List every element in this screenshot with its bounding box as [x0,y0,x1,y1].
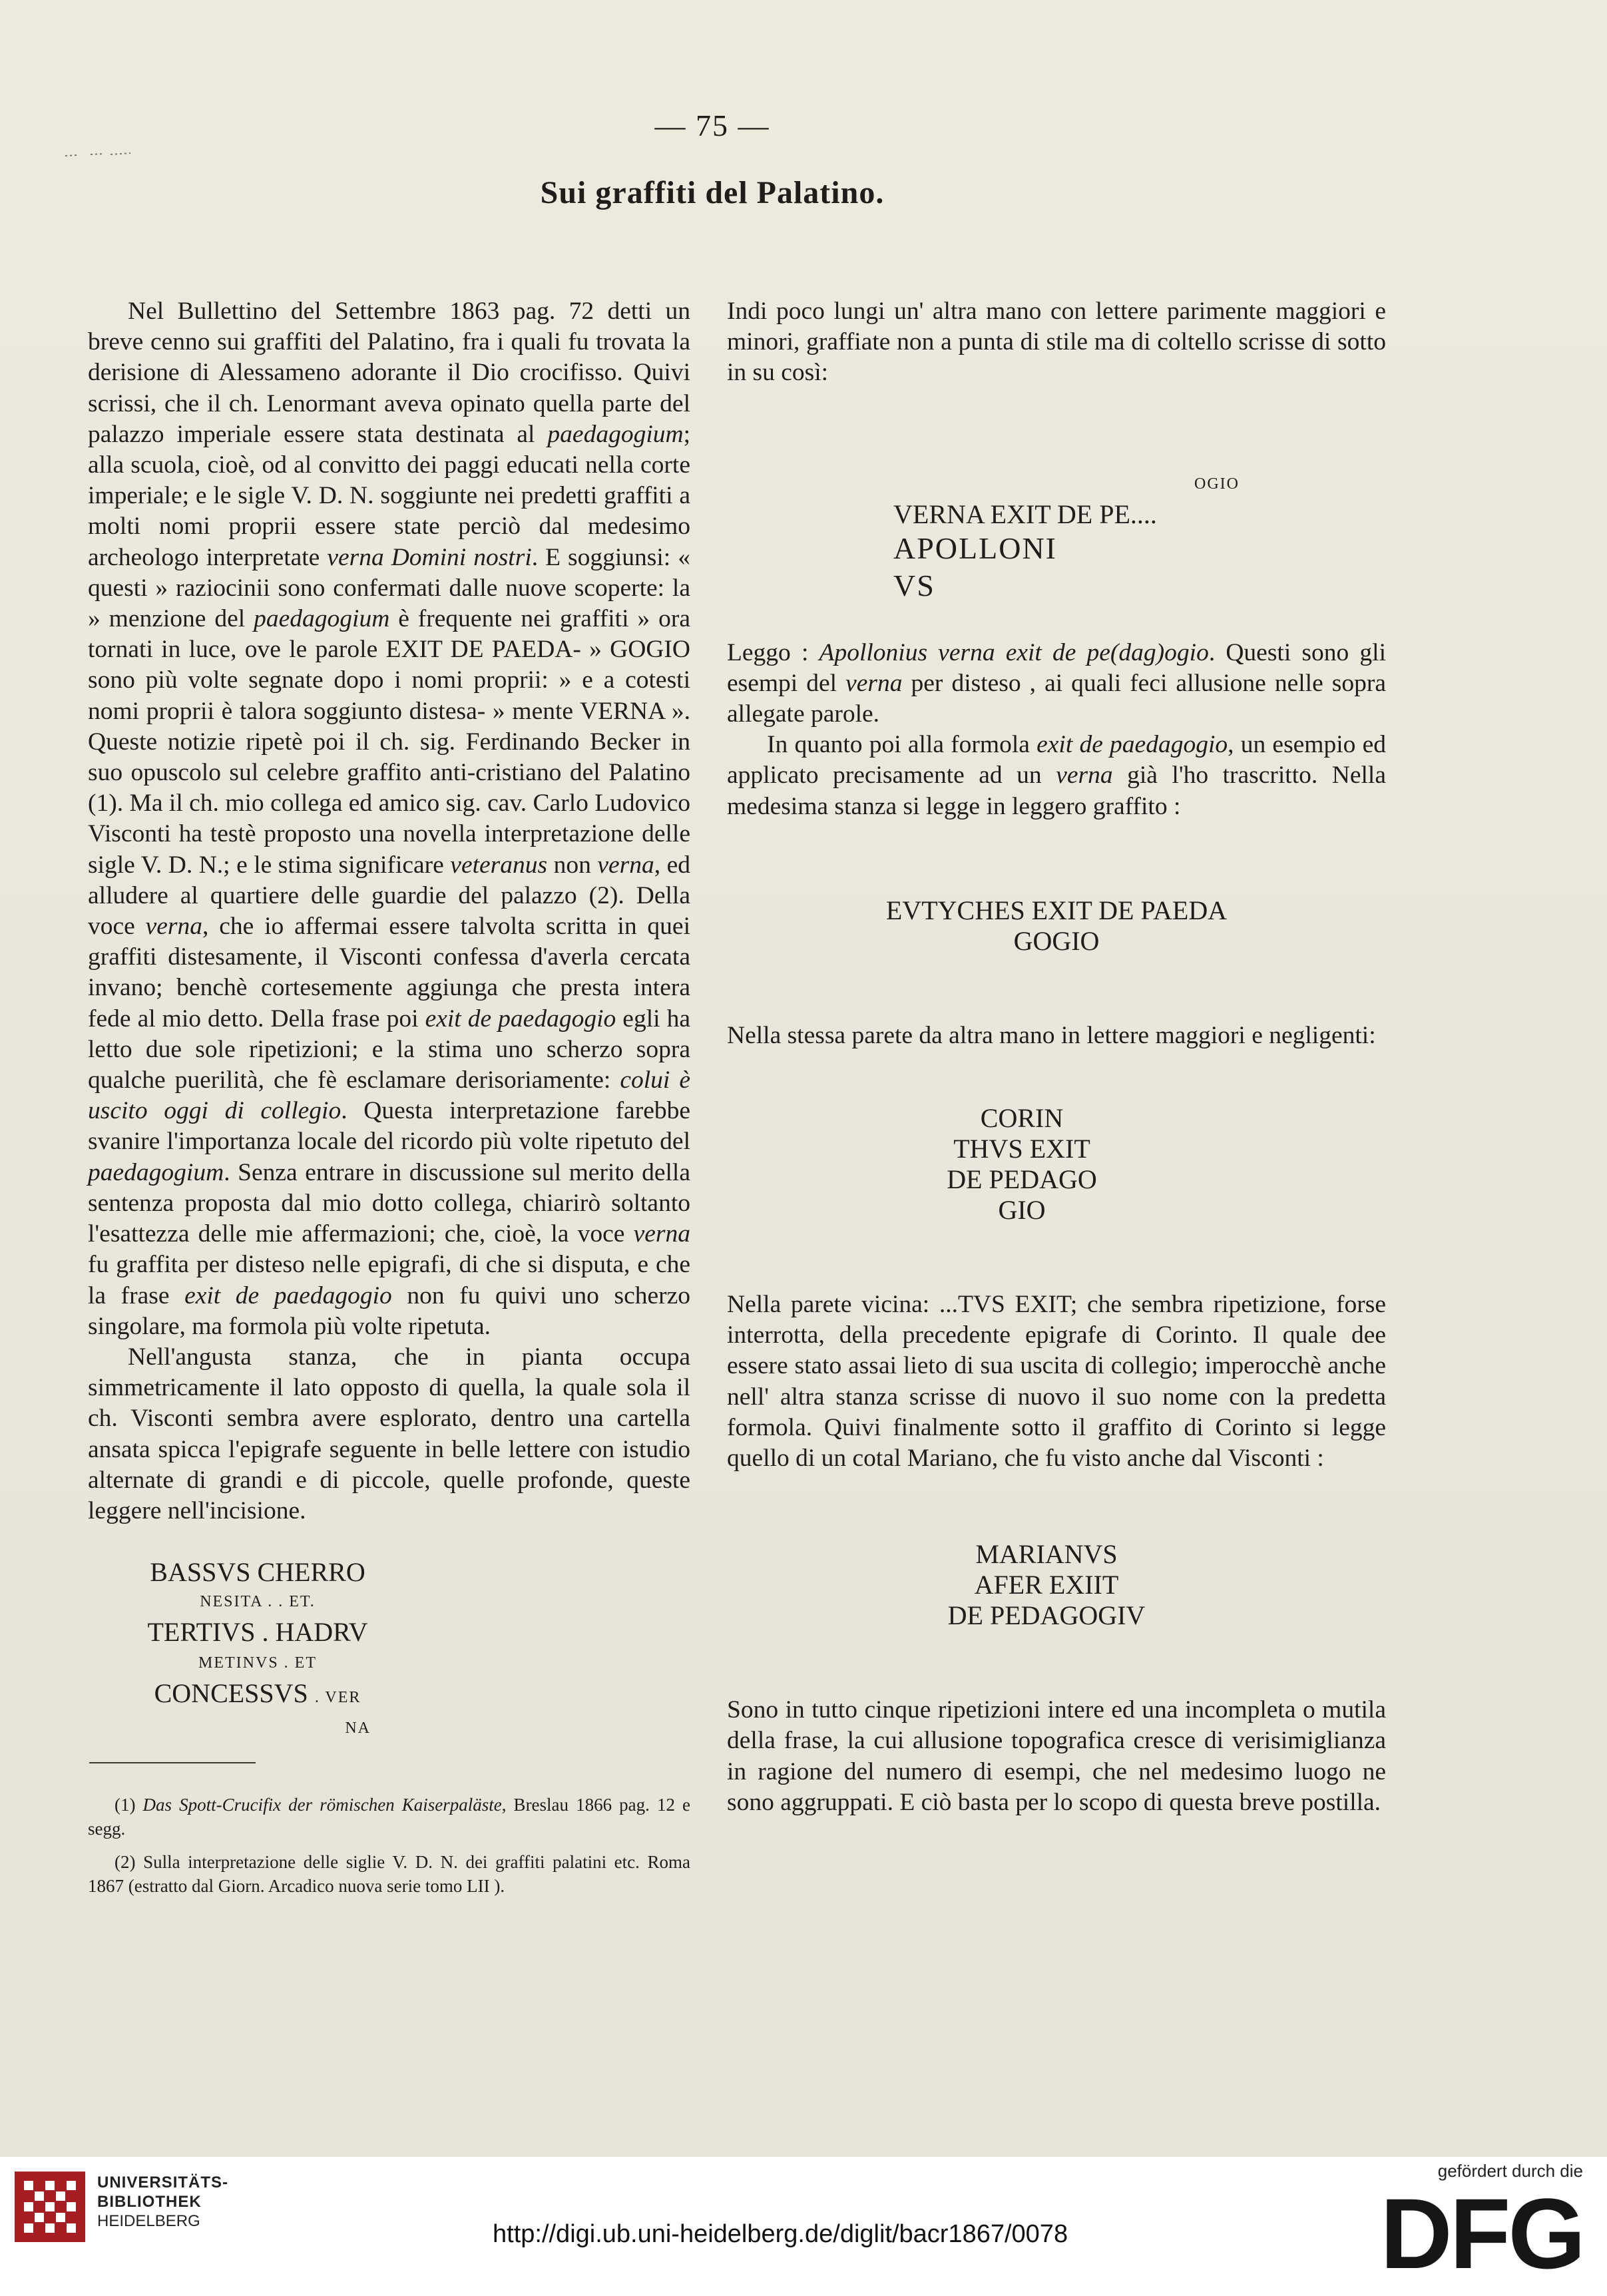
inscription-line: DE PEDAGOGIV [947,1600,1146,1631]
inscription-line: DE PEDAGO [947,1164,1097,1195]
inscription-line [88,1678,427,1713]
inscription-line: TERTIVS . HADRV [147,1617,368,1648]
text-run: già l'ho trascritto. Nella medesima stanza si legge in leggero graffito : [727,762,1386,820]
dfg-logo[interactable]: DFG [1380,2178,1583,2289]
right-paragraph-2 [727,638,1386,730]
library-name-line: BIBLIOTHEK [97,2193,202,2211]
footnote-1-title: Das Spott-Crucifix der römischen Kaiserpaläste [142,1795,502,1815]
library-logo[interactable] [15,2172,85,2242]
text-run: . Questi sono gli esempi del [727,638,1386,697]
text-run: non fu quivi uno scherzo singolare, ma formola più volte ripetuta. [88,1281,691,1340]
text-run: Nel Bullettino del Settembre 1863 pag. 72 detti un breve cenno sui graffiti del Palatino, fra i quali fu trovata la derisione di Alessameno adorante il Dio crocifisso. Quivi scrissi, che il ch. Lenormant aveva opinato quella parte del palazzo imperiale essere stata destinata al [88,298,690,448]
italic-text-run: paedagogium [88,1158,224,1186]
italic-text-run: verna Domini nostri [327,543,532,571]
inscription-line: BASSVS CHERRO [150,1557,365,1588]
text-run: In quanto poi alla formola [767,731,1037,759]
right-paragraph-3 [727,730,1386,822]
inscription-line: VERNA EXIT DE PE.... [893,499,1157,529]
text-run: . Questa interpretazione farebbe svanire l'importanza locale del ricordo più volte ripetuto del [88,1097,690,1156]
italic-text-run: verna [597,851,654,879]
left-column [88,296,690,1898]
page-number: — 75 — [654,109,770,142]
inscription-line-small: NA [345,1720,371,1737]
inscription-line: THVS EXIT [953,1134,1090,1164]
text-run: . Senza entrare in discussione sul merito della sentenza proposta dal mio dotto collega, chiarirò soltanto l'esattezza delle mie affermazioni; che, cioè, la voce [88,1158,690,1248]
inscription-word: CONCESSVS [154,1678,308,1709]
italic-text-run: verna [633,1220,690,1248]
funded-by-label: gefördert durch die [1437,2161,1583,2181]
italic-text-run: veteranus [450,851,548,879]
inscription-line-small: OGIO [1194,475,1240,493]
italic-text-run: verna [1056,762,1113,790]
text-run: fu graffita per disteso nelle epigrafi, di che si disputa, e che la frase [88,1251,690,1309]
left-paragraph-1 [88,296,690,1342]
text-run: è frequente nei graffiti » ora tornati in luce, ove le parole EXIT DE PAEDA- » GOGIO sono più volte segnate dopo i nomi proprii: » e a cotesti nomi proprii è talora soggiunto distesa- » mente VERNA ». Queste notizie ripetè poi il ch. sig. Ferdinando Becker in suo opuscolo sul celebre graffito anti-cristiano del Palatino (1). Ma il ch. mio collega ed amico sig. cav. Carlo Ludovico Visconti ha testè proposto una novella interpretazione delle sigle V. D. N.; e le stima significare [88,605,690,879]
library-name-line: HEIDELBERG [97,2212,200,2230]
italic-text-run: exit de paedagogio [184,1281,392,1309]
right-paragraph-5: Nella parete vicina: ...TVS EXIT; che sembra ripetizione, forse interrotta, della precedente epigrafe di Corinto. Il quale dee essere stato assai lieto di sua uscita di collegio; imperocchè anche nell' altra stanza scrisse di nuovo il suo nome con la predetta formola. Quivi finalmente sotto il graffito di Corinto si legge quello di un cotal Mariano, che fu visto anche dal Visconti : [727,1291,1386,1473]
inscription-line: GIO [998,1195,1046,1226]
italic-text-run: paedagogium [547,420,684,448]
footnote-1-rest: , Breslau 1866 pag. 12 e segg. [88,1795,690,1839]
inscription-line: MARIANVS [975,1539,1118,1570]
inscription-line-small: METINVS . ET [198,1654,317,1672]
footnote-1-number: (1) [115,1795,136,1815]
italic-text-run: exit de paedagogio [1036,731,1228,759]
inscription-marianus [947,1539,1146,1631]
inscription-line: APOLLONI [893,531,1057,565]
article-title: Sui graffiti del Palatino. [540,175,885,210]
text-run: ; alla scuola, cioè, od al convitto dei paggi educati nella corte imperiale; e le sigle V. D. N. soggiunte nei predetti graffiti a molti nomi proprii essere state perciò dal medesimo archeologo interpretate [88,420,690,571]
footnote-1 [88,1793,690,1841]
library-logo-icon [24,2181,76,2233]
text-run: , ed alludere al quartiere delle guardie del palazzo (2). Della voce [88,851,691,941]
text-run: per disteso , ai quali feci allusione nelle sopra allegate parole. [727,669,1386,728]
italic-text-run: paedagogium [254,605,390,633]
inscription-word-small: . VER [314,1689,361,1707]
text-run: egli ha letto due sole ripetizioni; e la stima uno scherzo sopra qualche puerilità, che fè esclamare derisoriamente: [88,1005,690,1094]
right-paragraph-6: Sono in tutto cinque ripetizioni intere ed una incompleta o mutila della frase, la cui allusione topografica cresce di verisimiglianza in ragione del numero di esempi, che nel medesimo luogo ne sono aggruppati. E ciò basta per lo scopo di questa breve postilla. [727,1696,1386,1816]
inscription-line: EVTYCHES EXIT DE PAEDA [885,895,1228,925]
left-paragraph-2: Nell'angusta stanza, che in pianta occupa simmetricamente il lato opposto di quella, la quale sola il ch. Visconti sembra avere esplorato, dentro una cartella ansata spicca l'epigrafe seguente in belle lettere con istudio alternate di grandi e di piccole, quelle profonde, queste leggere nell'incisione. [88,1343,690,1524]
inscription-line: AFER EXIIT [974,1570,1119,1600]
text-run: , che io affermai essere talvolta scritta in quei graffiti distesamente, il Visconti confessa d'averla cercata invano; benchè cortesemente aggiunga che presta intera fede al mio detto. Della frase poi [88,913,690,1033]
inscription-apollonius [893,469,1246,604]
stray-ink-mark [64,152,137,158]
text-run: . E soggiunsi: « questi » raziocinii sono confermati dalle nuove scoperte: la » menzione del [88,543,690,633]
italic-text-run: exit de paedagogio [425,1005,616,1033]
library-name [97,2173,228,2231]
inscription-line: CORIN [980,1103,1064,1134]
inscription-corinthus [945,1103,1098,1226]
footnote-2: (2) Sulla interpretazione delle siglie V. D. N. dei graffiti palatini etc. Roma 1867 (estratto dal Giorn. Arcadico nuova serie tomo LII ). [88,1852,690,1897]
library-name-line: UNIVERSITÄTS- [97,2174,229,2191]
right-paragraph-4: Nella stessa parete da altra mano in lettere maggiori e negligenti: [727,1021,1376,1049]
inscription-line: VS [893,568,935,602]
inscription-line-small: NESITA . . ET. [200,1593,316,1611]
italic-text-run: Apollonius verna exit de pe(dag)ogio [819,638,1209,666]
right-paragraph-1: Indi poco lungi un' altra mano con lettere parimente maggiori e minori, graffiate non a punta di stile ma di coltello scrisse di sotto in su così: [727,298,1386,387]
inscription-eutyches [727,895,1386,957]
permalink-url[interactable]: http://digi.ub.uni-heidelberg.de/diglit/bacr1867/0078 [493,2220,1068,2248]
right-column [727,296,1386,1818]
inscription-bassus [88,1557,427,1743]
footnote-rule [89,1762,256,1763]
italic-text-run: verna [145,913,203,941]
text-run: Leggo : [727,638,819,666]
italic-text-run: colui è uscito oggi di collegio [88,1066,690,1125]
text-run: , un esempio ed applicato precisamente ad un [727,731,1386,790]
inscription-line: GOGIO [1013,925,1100,956]
footnotes [88,1793,690,1898]
italic-text-run: verna [845,669,903,697]
text-run: non [547,851,598,879]
